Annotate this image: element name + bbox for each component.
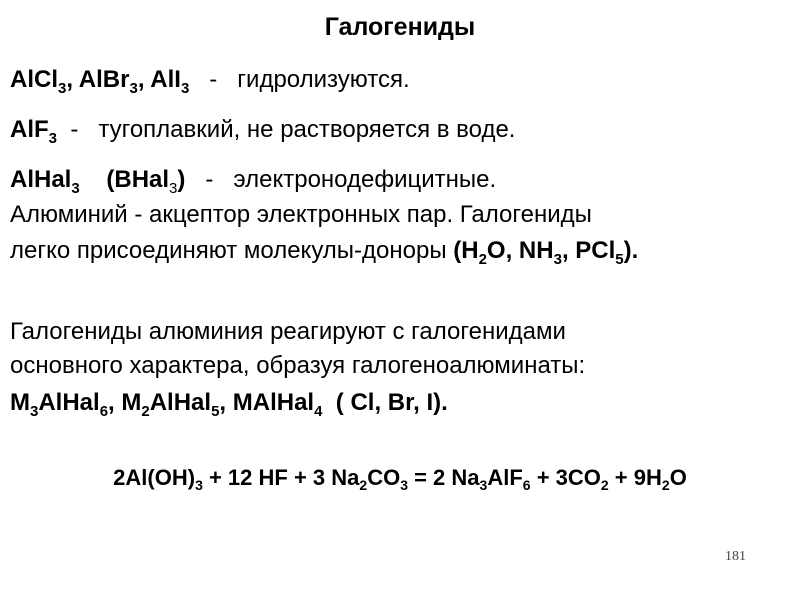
page-number: 181 bbox=[725, 549, 746, 564]
formula-bhal3: (BHal bbox=[79, 166, 170, 193]
subscript: 5 bbox=[615, 251, 624, 268]
subscript: 4 bbox=[314, 403, 323, 420]
formula-ali3 bbox=[150, 66, 190, 97]
formula-text: AlF bbox=[10, 116, 49, 143]
equation-part: CO bbox=[367, 465, 401, 490]
formula-text: , M bbox=[108, 389, 142, 416]
line-hydrolysis bbox=[10, 64, 410, 96]
line-alf3 bbox=[10, 114, 515, 146]
line-electron-deficient bbox=[10, 164, 496, 196]
formula-text: M bbox=[10, 389, 30, 416]
subscript: 6 bbox=[522, 477, 531, 493]
subscript: 2 bbox=[661, 477, 670, 493]
subscript: 3 bbox=[553, 251, 562, 268]
subscript: 2 bbox=[478, 251, 487, 268]
formula-text: , MAlHal bbox=[219, 389, 315, 416]
formula-albr3 bbox=[78, 66, 138, 97]
formula-text: AlHal bbox=[149, 389, 212, 416]
subscript: 5 bbox=[211, 403, 220, 420]
subscript: 2 bbox=[359, 477, 368, 493]
formula-text: AlBr bbox=[78, 66, 130, 93]
subscript: 3 bbox=[48, 130, 58, 147]
formula-alf3 bbox=[10, 116, 58, 147]
subscript: 3 bbox=[71, 180, 80, 197]
equation-part: + 9H bbox=[608, 465, 662, 490]
separator: , bbox=[66, 66, 79, 93]
line-forming: основного характера, образуя галогеноалюминаты: bbox=[10, 352, 586, 379]
formula-text: AlCl bbox=[10, 66, 58, 93]
formula-text: (H bbox=[453, 237, 479, 264]
equation-part: = 2 Na bbox=[407, 465, 480, 490]
formula-text: ). bbox=[623, 237, 639, 264]
subscript: 3 bbox=[169, 180, 178, 197]
equation-part: + 12 HF + 3 Na bbox=[202, 465, 360, 490]
formula-text: AlHal bbox=[38, 389, 100, 416]
reaction-equation bbox=[0, 462, 800, 494]
line-haloaluminates bbox=[10, 387, 448, 419]
slide-title: Галогениды bbox=[324, 13, 476, 41]
line-text: легко присоединяют молекулы-доноры bbox=[10, 237, 454, 264]
subscript: 6 bbox=[99, 403, 109, 420]
equation-part: AlF bbox=[487, 465, 523, 490]
formula-text: , PCl bbox=[561, 237, 616, 264]
equation-part: 2Al(OH) bbox=[113, 465, 196, 490]
separator: , bbox=[137, 66, 151, 93]
subscript: 3 bbox=[180, 80, 190, 97]
formula-alcl3 bbox=[10, 66, 67, 97]
subscript: 3 bbox=[30, 403, 39, 420]
line-acceptor: Алюминий - акцептор электронных пар. Галогениды bbox=[10, 201, 592, 228]
formula-text: ( Cl, Br, I). bbox=[322, 389, 448, 416]
line-donors bbox=[10, 235, 638, 267]
subscript: 3 bbox=[129, 80, 138, 97]
formula-alhal3 bbox=[10, 166, 80, 197]
formula-text: O, NH bbox=[486, 237, 554, 264]
equation-part: O bbox=[669, 465, 687, 490]
formula-text: AlHal bbox=[10, 166, 72, 193]
formula-text: AlI bbox=[150, 66, 181, 93]
subscript: 2 bbox=[600, 477, 609, 493]
line-react: Галогениды алюминия реагируют с галогенидами bbox=[10, 318, 566, 345]
subscript: 2 bbox=[141, 403, 150, 420]
paren-close: ) bbox=[177, 166, 186, 193]
line-text: - гидролизуются. bbox=[189, 66, 410, 93]
line-text: - электронодефицитные. bbox=[185, 166, 497, 193]
subscript: 3 bbox=[400, 477, 408, 493]
subscript: 3 bbox=[195, 477, 203, 493]
equation-part: + 3CO bbox=[530, 465, 601, 490]
subscript: 3 bbox=[479, 477, 488, 493]
line-text: - тугоплавкий, не растворяется в воде. bbox=[57, 116, 516, 143]
subscript: 3 bbox=[58, 80, 67, 97]
